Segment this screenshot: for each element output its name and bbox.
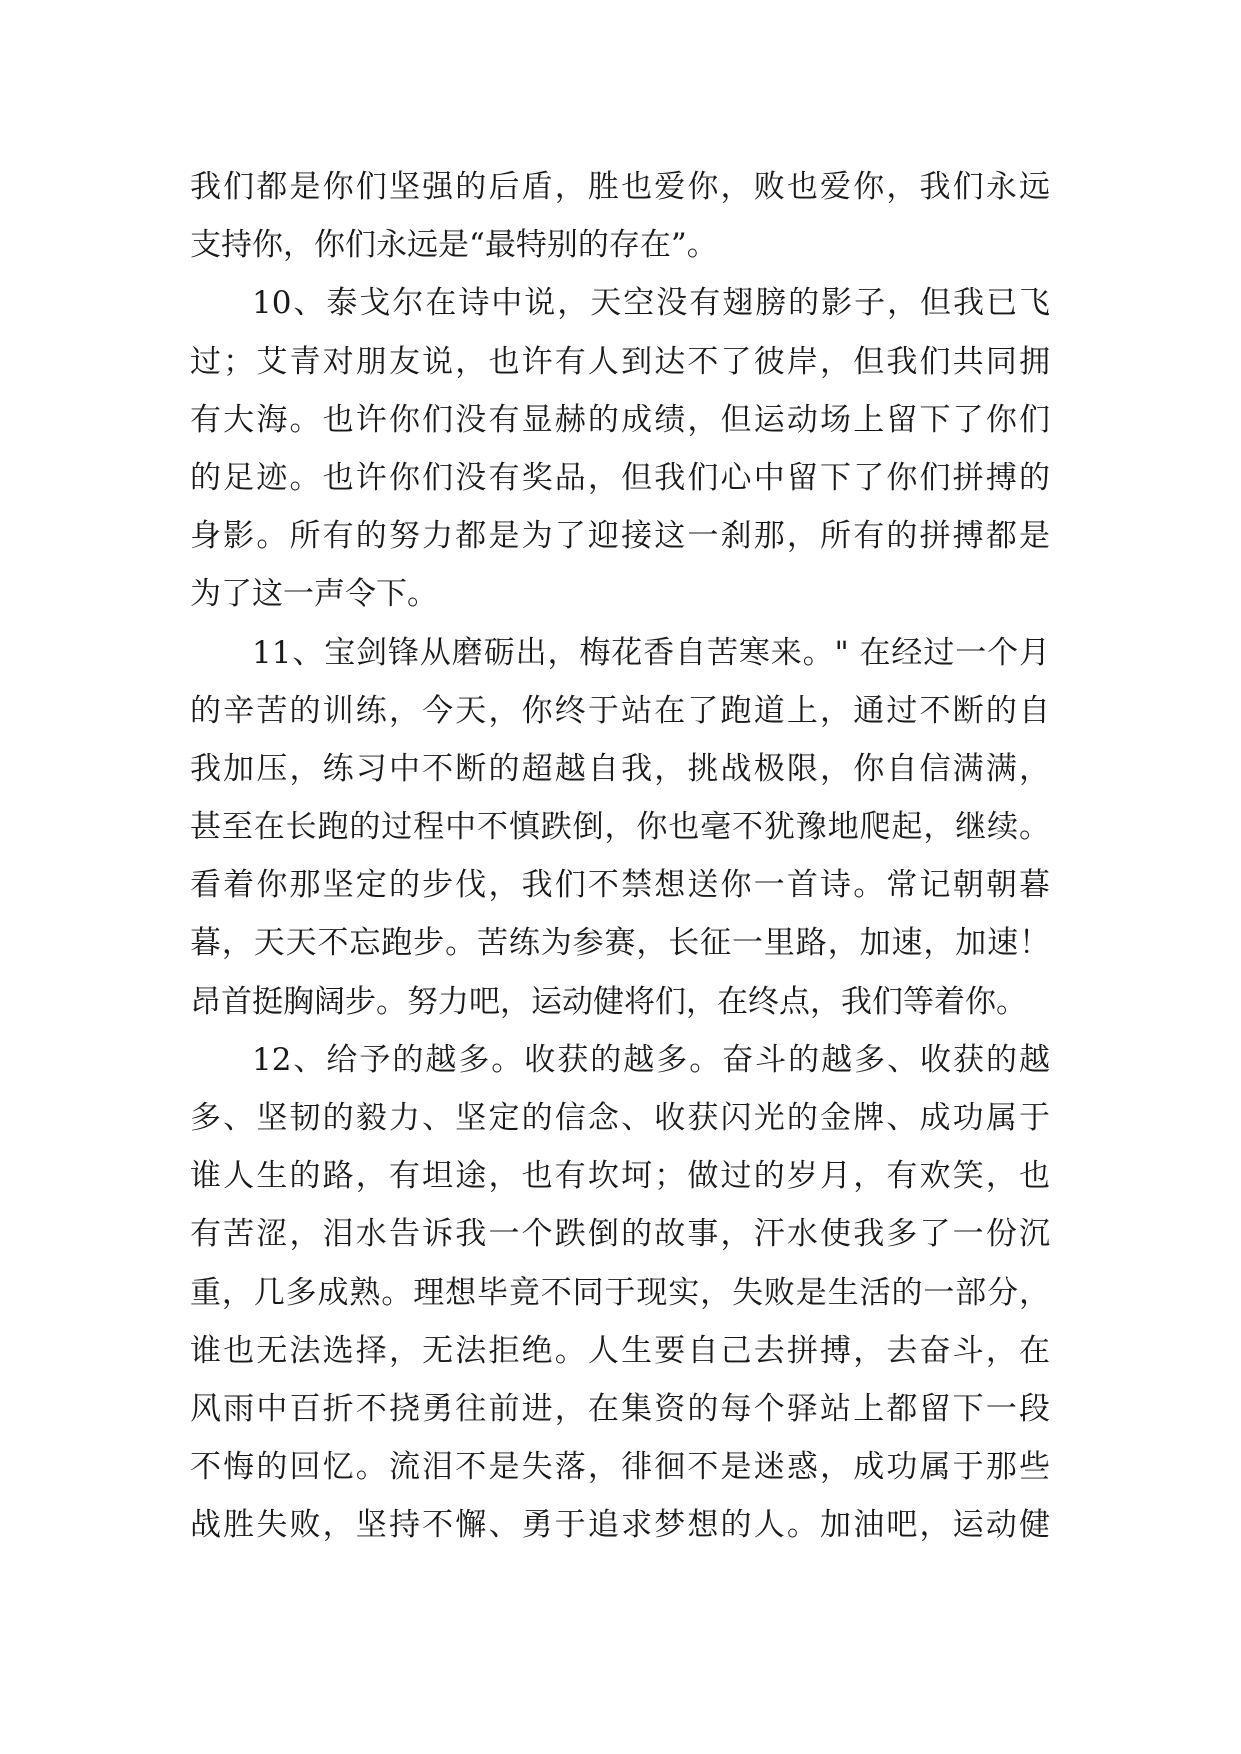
text-line: 过；艾青对朋友说，也许有人到达不了彼岸，但我们共同拥	[190, 343, 1050, 380]
text-line: 风雨中百折不挠勇往前进，在集资的每个驿站上都留下一段	[190, 1390, 1050, 1427]
text-line: 甚至在长跑的过程中不慎跌倒，你也毫不犹豫地爬起，继续。	[190, 809, 1050, 846]
paragraph-first-line: 12、给予的越多。收获的越多。奋斗的越多、收获的越	[252, 1041, 1050, 1078]
text-line: 支持你，你们永远是“最特别的存在”。	[190, 227, 718, 264]
text-line: 我加压，练习中不断的超越自我，挑战极限，你自信满满，	[190, 750, 1050, 787]
text-line: 为了这一声令下。	[190, 576, 438, 613]
body-text	[190, 158, 1050, 1555]
text-line: 有大海。也许你们没有显赫的成绩，但运动场上留下了你们	[190, 401, 1050, 438]
text-line: 看着你那坚定的步伐，我们不禁想送你一首诗。常记朝朝暮	[190, 867, 1050, 904]
text-line: 多、坚韧的毅力、坚定的信念、收获闪光的金牌、成功属于	[190, 1100, 1050, 1136]
text-line: 身影。所有的努力都是为了迎接这一刹那，所有的拼搏都是	[190, 518, 1050, 555]
text-line: 谁也无法选择，无法拒绝。人生要自己去拼搏，去奋斗，在	[190, 1332, 1050, 1369]
text-line: 谁人生的路，有坦途，也有坎坷；做过的岁月，有欢笑，也	[190, 1158, 1050, 1195]
text-line: 的辛苦的训练，今天，你终于站在了跑道上，通过不断的自	[190, 692, 1050, 729]
paragraph-first-line: 10、泰戈尔在诗中说，天空没有翅膀的影子，但我已飞	[252, 285, 1050, 322]
text-line: 重，几多成熟。理想毕竟不同于现实，失败是生活的一部分，	[190, 1274, 1050, 1311]
text-line: 的足迹。也许你们没有奖品，但我们心中留下了你们拼搏的	[190, 459, 1050, 496]
text-line: 有苦涩，泪水告诉我一个跌倒的故事，汗水使我多了一份沉	[190, 1216, 1050, 1253]
text-line: 昂首挺胸阔步。努力吧，运动健将们，在终点，我们等着你。	[190, 983, 1027, 1020]
text-line: 我们都是你们坚强的后盾，胜也爱你，败也爱你，我们永远	[190, 169, 1050, 205]
text-line: 暮，天天不忘跑步。苦练为参赛，长征一里路，加速，加速！	[190, 925, 1050, 962]
text-line: 不悔的回忆。流泪不是失落，徘徊不是迷惑，成功属于那些	[190, 1449, 1050, 1486]
text-line: 战胜失败，坚持不懈、勇于追求梦想的人。加油吧，运动健	[190, 1507, 1050, 1544]
paragraph-first-line: 11、宝剑锋从磨砺出，梅花香自苦寒来。" 在经过一个月	[252, 634, 1050, 671]
